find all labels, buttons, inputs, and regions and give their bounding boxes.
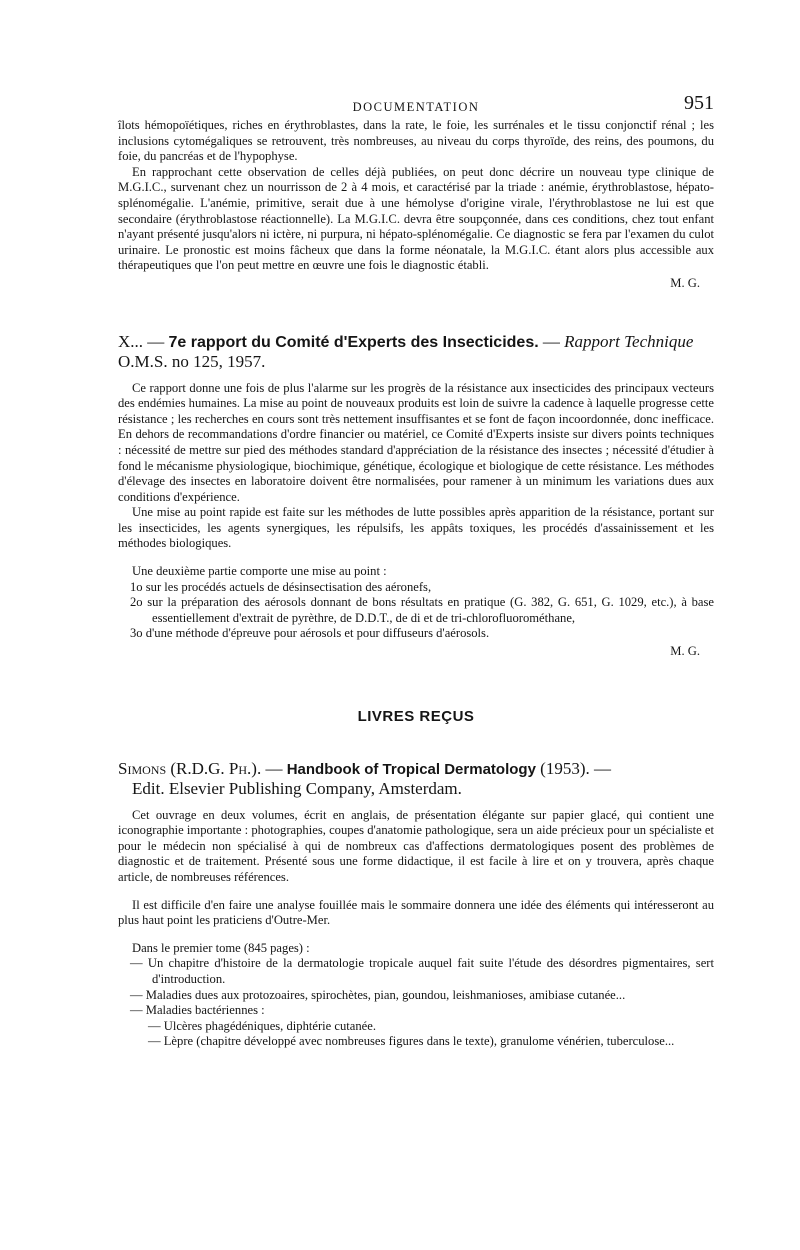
list-item: 1o sur les procédés actuels de désinsectisation des aéronefs, <box>130 579 432 594</box>
section-italic: Rapport Technique <box>564 331 694 351</box>
signature-1: M. G. <box>670 275 700 290</box>
section-title <box>118 332 714 371</box>
paragraph-4: Une mise au point rapide est faite sur les méthodes de lutte possibles après apparition de la résistance, portant sur les insecticides, les agents synergiques, les répulsifs, les appâts toxiques, les procédés d'assainissement et les méthodes biologiques. <box>118 505 714 551</box>
section-reference: O.M.S. no 125, 1957. <box>118 351 266 371</box>
page-header <box>118 92 714 118</box>
list-item: — Ulcères phagédéniques, diphtérie cutanée. <box>148 1018 376 1033</box>
list-item: — Lèpre (chapitre développé avec nombreuses figures dans le texte), granulome vénérien, tuberculose... <box>148 1034 675 1049</box>
list-2 <box>118 956 714 1018</box>
book-name: Handbook of Tropical Dermatology <box>286 760 536 778</box>
section-heading: 7e rapport du Comité d'Experts des Insecticides. <box>168 333 539 351</box>
page-number: 951 <box>684 92 714 114</box>
book-year: (1953). — <box>540 758 611 778</box>
paragraph-5: Une deuxième partie comporte une mise au point : <box>132 564 387 579</box>
book-author: Simons (R.D.G. Ph.). — <box>118 758 283 778</box>
paragraph-1: îlots hémopoïétiques, riches en érythroblastes, dans la rate, le foie, les surrénales et le tissu conjonctif rénal ; les inclusions cytomégaliques se retrouvent, très nombreuses, au niveau du corps thyroïde, des reins, des poumons, du foie, du pancréas et de l'hypophyse. <box>118 118 714 164</box>
list-item: 3o d'une méthode d'épreuve pour aérosols et pour diffuseurs d'aérosols. <box>130 626 490 641</box>
paragraph-3: Ce rapport donne une fois de plus l'alarme sur les progrès de la résistance aux insecticides des principaux vecteurs des endémies humaines. La mise au point de nouveaux produits est loin de suivre la cadence à laquelle progresse cette résistance ; les recherches en cours sont très nettement insuffisantes et se font de façon incoordonnée, donc inefficace. En dehors de recommandations d'ordre financier ou matériel, ce Comité d'Experts insiste sur divers points techniques : nécessité de mettre sur pied des méthodes standard d'appréciation de la résistance des insectes ; nécessité d'étudier à fond le mécanisme physiologique, biochimique, génétique, écologique et biologique de cette résistance. Les méthodes d'élevage des insectes en laboratoire doivent être normalisées, pour ramener à un minimum les variations dues aux conditions d'expérience. <box>118 380 714 504</box>
paragraph-7: Il est difficile d'en faire une analyse fouillée mais le sommaire donnera une idée des éléments qui intéresseront au plus haut point les praticiens d'Outre-Mer. <box>118 897 714 928</box>
section-dash: — <box>542 331 560 351</box>
list-item: — Maladies dues aux protozoaires, spirochètes, pian, goundou, leishmanioses, amibiase cutanée... <box>130 987 626 1002</box>
list-item: 2o sur la préparation des aérosols donnant de bons résultats en pratique (G. 382, G. 651, G. 1029, etc.), à base essentiellement d'extrait de pyrèthre, de D.D.T., de di et de tri-chlorofluorométhane, <box>130 595 714 625</box>
book-publisher: Edit. Elsevier Publishing Company, Amsterdam. <box>132 778 462 798</box>
list-1 <box>118 580 714 642</box>
paragraph-2: En rapprochant cette observation de celles déjà publiées, on peut donc décrire un nouveau type clinique de M.G.I.C., survenant chez un nourrisson de 2 à 4 mois, et caractérisé par la triade : anémie, érythroblastose, hépato-splénomégalie. L'anémie, primitive, serait due à une hémolyse d'origine virale, l'érythroblastose ne lui est que secondaire (érythroblastose réactionnelle). La M.G.I.C. devra être soupçonnée, dans ces conditions, chez tout enfant n'ayant présenté jusqu'alors ni ictère, ni purpura, ni hépato-splénomégalie. Ce diagnostic se fera par l'examen du culot urinaire. Le pronostic est moins fâcheux que dans la forme néonatale, la M.G.I.C. étant alors plus accessible aux thérapeutiques que l'on peut mettre en œuvre une fois le diagnostic établi. <box>118 164 714 273</box>
paragraph-6: Cet ouvrage en deux volumes, écrit en anglais, de présentation élégante sur papier glacé, qui contient une iconographie importante : photographies, coupes d'anatomie pathologique, sera un aide précieux pour un spécialiste et pour le médecin non spécialisé à qui de nombreux cas d'affections dermatologiques posent des problèmes de diagnostic et de traitement. Présenté sous une forme didactique, il est facile à lire et on y trouvera, après chaque article, de nombreuses références. <box>118 807 714 884</box>
list-item: — Un chapitre d'histoire de la dermatologie tropicale auquel fait suite l'étude des désordres pigmentaires, sert d'introduction. <box>130 956 714 986</box>
signature-2: M. G. <box>670 644 700 659</box>
list-item: — Maladies bactériennes : <box>130 1003 265 1018</box>
book-title <box>118 759 714 798</box>
list-3 <box>118 1019 714 1050</box>
livres-recus-heading: LIVRES REÇUS <box>357 707 475 725</box>
paragraph-8: Dans le premier tome (845 pages) : <box>132 940 310 955</box>
running-title: DOCUMENTATION <box>352 100 480 114</box>
document-page <box>118 92 714 1050</box>
section-prefix: X... — <box>118 331 165 351</box>
